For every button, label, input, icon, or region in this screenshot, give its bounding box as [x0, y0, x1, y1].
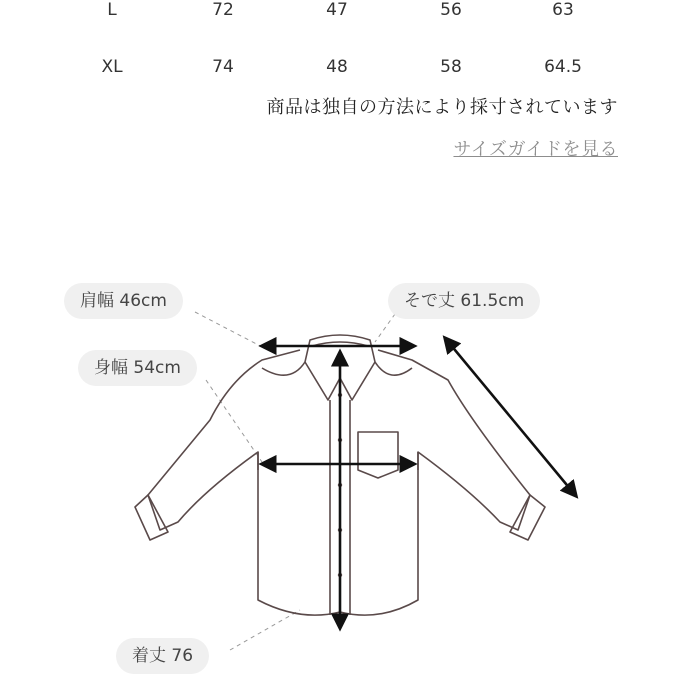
- size-label: XL: [101, 57, 123, 77]
- sleeve-arrow: [445, 338, 576, 496]
- size-value: 56: [440, 0, 462, 20]
- body-width-label: 身幅 54cm: [78, 350, 197, 386]
- size-value: 58: [440, 57, 462, 77]
- leader-lines: [195, 312, 395, 650]
- size-value: 48: [326, 57, 348, 77]
- size-value: 64.5: [544, 57, 582, 77]
- shoulder-label: 肩幅 46cm: [64, 283, 183, 319]
- measurement-arrows: [262, 338, 576, 628]
- size-value: 74: [212, 57, 234, 77]
- size-value: 47: [326, 0, 348, 20]
- size-value: 63: [552, 0, 574, 20]
- size-guide-link[interactable]: サイズガイドを見る: [453, 139, 618, 160]
- sleeve-length-label: そで丈 61.5cm: [388, 283, 540, 319]
- size-label: L: [107, 0, 117, 20]
- total-length-label: 着丈 76: [116, 638, 209, 674]
- measurement-note: 商品は独自の方法により採寸されています: [266, 97, 618, 118]
- size-value: 72: [212, 0, 234, 20]
